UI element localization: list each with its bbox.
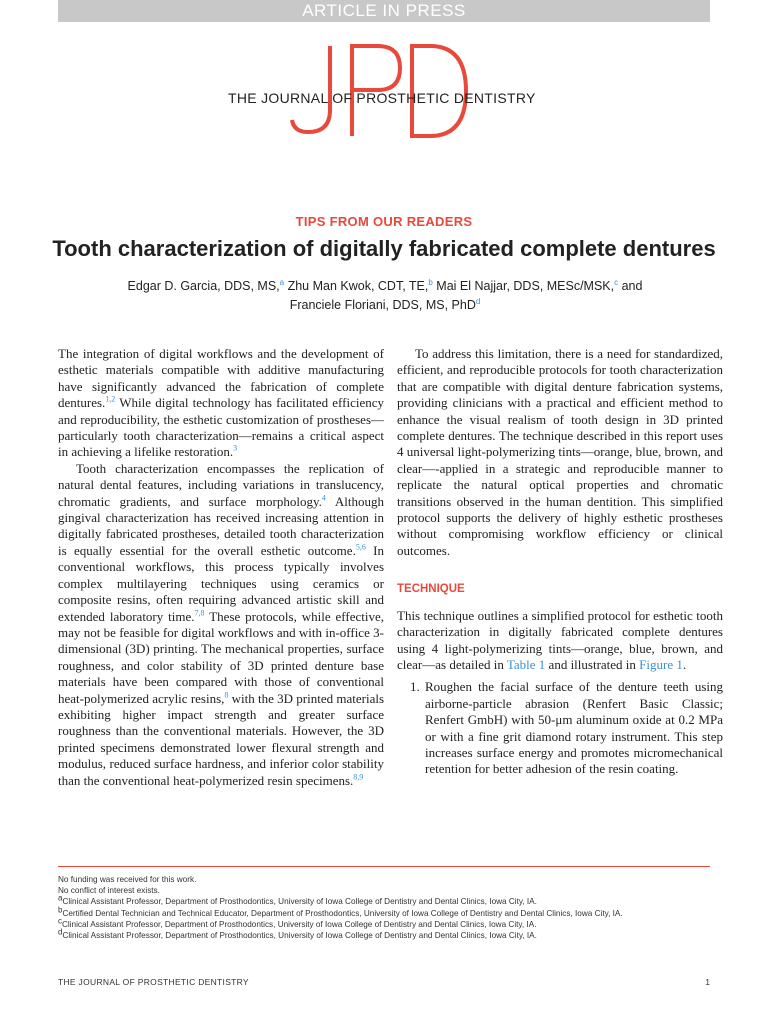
affiliation-note — [58, 893, 710, 907]
journal-title: THE JOURNAL OF PROSTHETIC DENTISTRY — [228, 90, 536, 106]
paragraph: To address this limitation, there is a need for standardized, efficient, and reproducible protocols for tooth characterization that are compatible with digital denture fabrication systems, providing clinicians with a practical and efficient method to enhance the visual realism of tooth design in 3D printed complete dentures. The technique described in this report uses 4 universal light-polymerizing tints—orange, blue, brown, and clear—-applied in a strategic and reproducible manner to replicate the natural optical properties and chromatic transitions observed in the human dentition. This simplified protocol supports the delivery of highly esthetic prostheses without compromising workflow efficiency or clinical outcomes. — [397, 346, 724, 558]
text-run: This technique outlines a simplified protocol for esthetic tooth characterization in digitally fabricated complete dentures using 4 light-polymerizing tints—orange, blue, brown, and clear—as detailed in — [397, 607, 723, 672]
article-title: Tooth characterization of digitally fabricated complete dentures — [52, 236, 716, 261]
affiliation-note — [58, 927, 710, 941]
author-name: Mai El Najjar, DDS, MESc/MSK, — [432, 279, 615, 293]
affiliation-link[interactable]: a — [279, 277, 285, 287]
footnotes — [58, 874, 710, 941]
affiliation-mark: d — [58, 927, 63, 937]
conflict-note: No conflict of interest exists. — [58, 886, 160, 896]
affiliation-link[interactable]: d — [475, 296, 481, 306]
affiliation-text: Certified Dental Technician and Technical Educator, Department of Prosthodontics, University of Iowa College of Dentistry and Dental Clinics, Iowa City, IA. — [62, 908, 623, 918]
reference-link[interactable]: 5,6 — [355, 542, 366, 552]
affiliation-mark: c — [58, 916, 62, 926]
text-run: . — [682, 656, 687, 672]
reference-link[interactable]: 3 — [233, 444, 238, 454]
author-conjunction: and — [618, 279, 643, 293]
reference-link[interactable]: 1,2 — [105, 394, 116, 404]
text-run: While digital technology has facilitated efficiency and reproducibility, the esthetic customization of prostheses—particularly tooth characterization—remains a critical aspect in achieving a lifelike restoration. — [58, 395, 384, 460]
author-name: Edgar D. Garcia, DDS, MS, — [127, 279, 280, 293]
affiliation-link[interactable]: b — [428, 277, 433, 287]
right-column — [397, 346, 723, 778]
footer-journal-name: THE JOURNAL OF PROSTHETIC DENTISTRY — [58, 977, 249, 987]
section-label-tips: TIPS — [295, 214, 326, 229]
section-label — [0, 214, 768, 229]
text-run: In conventional workflows, this process typically involves complex multilayering techniques using ceramics or composite resins, often requiring advanced artistic skill and extended laboratory time. — [58, 542, 384, 624]
affiliation-text: Clinical Assistant Professor, Department of Prosthodontics, University of Iowa College of Dentistry and Dental Clinics, Iowa City, IA. — [62, 919, 537, 929]
article-in-press-banner: ARTICLE IN PRESS — [58, 0, 710, 22]
paragraph — [58, 346, 384, 461]
text-run: The integration of digital workflows and the development of esthetic materials compatible with additive manufacturing have significantly advanced the fabrication of complete dentures. — [58, 346, 384, 411]
affiliation-mark: a — [58, 893, 63, 903]
text-run: and illustrated in — [545, 656, 640, 672]
author-name: Franciele Floriani, DDS, MS, PhD — [289, 298, 476, 312]
journal-masthead — [220, 40, 550, 140]
section-heading: TECHNIQUE — [397, 583, 465, 596]
reference-link[interactable]: 8,9 — [353, 772, 364, 782]
left-column — [58, 346, 384, 789]
text-run: Although gingival characterization has received increasing attention in digitally fabricated prostheses, detailed tooth characterization is equally essential for the overall esthetic outcome. — [58, 493, 384, 558]
affiliation-note — [58, 916, 710, 930]
author-list — [90, 277, 680, 315]
figure-1-link[interactable]: Figure 1 — [639, 656, 683, 672]
affiliation-text: Clinical Assistant Professor, Department of Prosthodontics, University of Iowa College of Dentistry and Dental Clinics, Iowa City, IA. — [62, 931, 537, 941]
paragraph — [397, 608, 723, 674]
affiliation-link[interactable]: c — [614, 277, 619, 287]
table-1-link[interactable]: Table 1 — [506, 656, 546, 672]
affiliation-mark: b — [58, 904, 63, 914]
affiliation-note — [58, 904, 710, 919]
footnote-divider — [58, 866, 710, 867]
affiliation-text: Clinical Assistant Professor, Department of Prosthodontics, University of Iowa College of Dentistry and Dental Clinics, Iowa City, IA. — [62, 897, 537, 907]
reference-link[interactable]: 8 — [224, 690, 229, 700]
reference-link[interactable]: 4 — [321, 493, 326, 503]
paragraph — [58, 461, 384, 789]
page-number: 1 — [705, 977, 710, 987]
text-run: with the 3D printed materials exhibiting higher impact strength and greater surface roughness than the conventional materials. However, the 3D printed specimens demonstrated lower flexural strength and modulus, reduced surface hardness, and inferior color stability than the conventional heat-polymerized resin specimens. — [58, 690, 385, 788]
section-label-rest: FROM OUR READERS — [325, 214, 473, 229]
author-name: Zhu Man Kwok, CDT, TE, — [284, 279, 429, 293]
text-run: Tooth characterization encompasses the replication of natural dental features, including variations in translucency, chromatic gradients, and surface morphology. — [58, 460, 384, 509]
list-item: 1. Roughen the facial surface of the denture teeth using airborne-particle abrasion (Renfert Basic Classic; Renfert GmbH) with 50-μm aluminum oxide at 0.2 MPa or with a fine grit diamond rotary instrument. This step increases surface energy and promotes micromechanical retention for better adhesion of the resin coating. — [423, 679, 723, 777]
reference-link[interactable]: 7,8 — [194, 608, 205, 618]
funding-note: No funding was received for this work. — [58, 875, 197, 884]
technique-steps — [397, 679, 723, 777]
text-run: These protocols, while effective, may not be feasible for digital workflows and with in-office 3-dimensional (3D) printing. The mechanical properties, surface roughness, and color stability of 3D printed denture base materials have been compared with those of conventional heat-polymerized acrylic resins, — [58, 608, 385, 706]
